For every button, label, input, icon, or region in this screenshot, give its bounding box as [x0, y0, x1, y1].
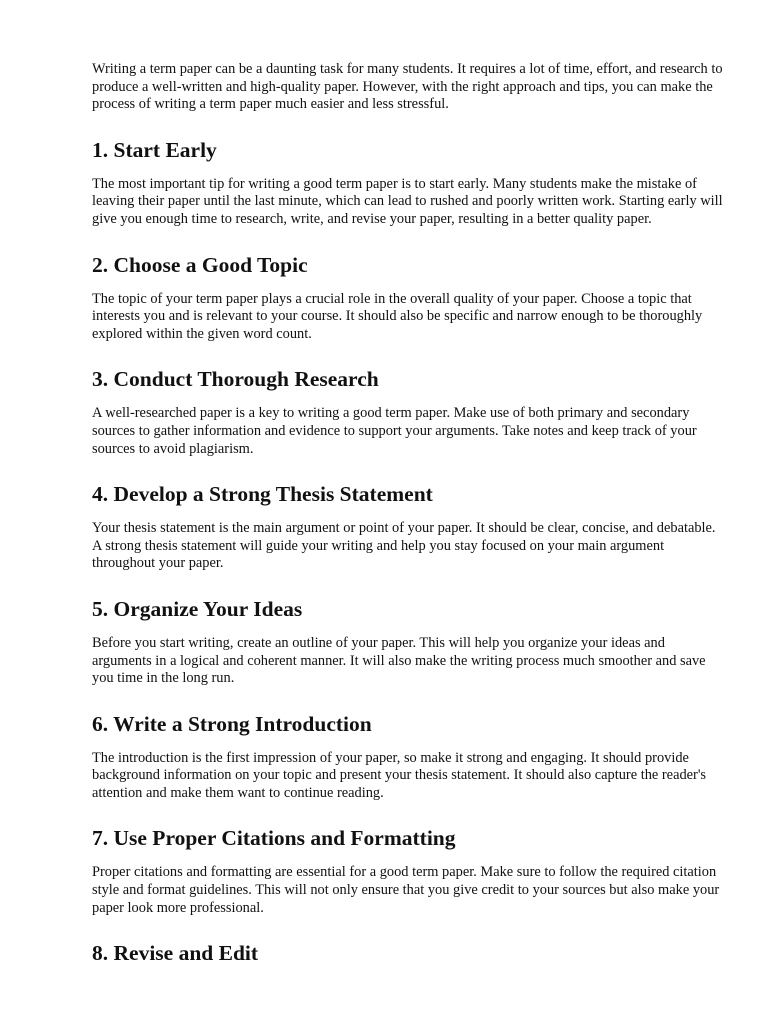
section-revise-edit [92, 940, 724, 966]
section-organize-ideas [92, 596, 724, 688]
section-start-early [92, 137, 724, 229]
section-heading: 2. Choose a Good Topic [92, 252, 308, 277]
section-introduction [92, 711, 724, 803]
section-paragraph: A well-researched paper is a key to writing a good term paper. Make use of both primary and secondary sources to gather information and evidence to support your arguments. Take notes and keep track of your sources to avoid plagiarism. [92, 405, 697, 457]
section-paragraph: The topic of your term paper plays a crucial role in the overall quality of your paper. Choose a topic that interests you and is relevant to your course. It should also be specific and narrow enough to be thoroughly explored within the given word count. [92, 290, 703, 342]
section-paragraph: The introduction is the first impression of your paper, so make it strong and engaging. It should provide background information on your topic and present your thesis statement. It should also capture the reader's attention and make them want to continue reading. [92, 749, 707, 801]
section-heading: 5. Organize Your Ideas [92, 596, 303, 621]
section-heading: 8. Revise and Edit [92, 941, 259, 966]
section-conduct-research [92, 366, 724, 458]
section-heading: 3. Conduct Thorough Research [92, 367, 379, 392]
section-citations-formatting [92, 825, 724, 917]
section-paragraph: Your thesis statement is the main argument or point of your paper. It should be clear, concise, and debatable. A strong thesis statement will guide your writing and help you stay focused on your main argument throughout your paper. [92, 520, 716, 572]
section-choose-topic [92, 252, 724, 344]
section-heading: 1. Start Early [92, 137, 217, 162]
section-paragraph: Proper citations and formatting are essential for a good term paper. Make sure to follow the required citation style and format guidelines. This will not only ensure that you give credit to your sources but also make your paper look more professional. [92, 864, 720, 916]
section-paragraph: The most important tip for writing a good term paper is to start early. Many students make the mistake of leaving their paper until the last minute, which can lead to rushed and poorly written work. Starting early will give you enough time to research, write, and revise your paper, resulting in a better quality paper. [92, 175, 723, 227]
intro-paragraph: Writing a term paper can be a daunting task for many students. It requires a lot of time, effort, and research to produce a well-written and high-quality paper. However, with the right approach and tips, you can make the process of writing a term paper much easier and less stressful. [92, 61, 723, 113]
section-thesis-statement [92, 481, 724, 573]
section-heading: 4. Develop a Strong Thesis Statement [92, 482, 433, 507]
section-heading: 7. Use Proper Citations and Formatting [92, 826, 456, 851]
section-heading: 6. Write a Strong Introduction [92, 711, 372, 736]
section-paragraph: Before you start writing, create an outline of your paper. This will help you organize your ideas and arguments in a logical and coherent manner. It will also make the writing process much smoother and save you time in the long run. [92, 634, 706, 687]
